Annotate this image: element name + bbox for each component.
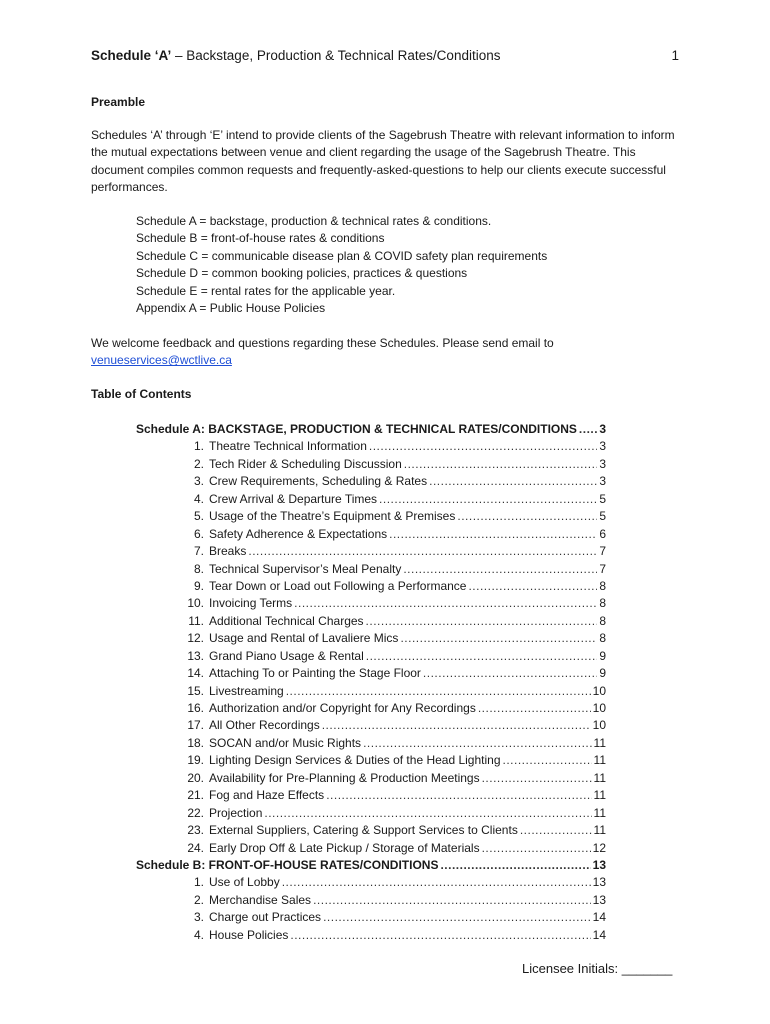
toc-entry-label: Attaching To or Painting the Stage Floor <box>209 666 421 681</box>
toc-dot-leader <box>290 927 590 944</box>
toc-page-number: 5 <box>599 491 606 506</box>
toc-page-number: 14 <box>592 910 606 925</box>
toc-entry[interactable] <box>136 700 606 717</box>
schedule-list-item: Schedule D = common booking policies, practices & questions <box>136 266 468 281</box>
toc-entry-label: All Other Recordings <box>209 718 320 733</box>
licensee-initials: Licensee Initials: _______ <box>522 961 673 976</box>
toc-entry-number: 3. <box>193 474 204 489</box>
toc-page-number: 11 <box>593 753 606 768</box>
toc-entry[interactable] <box>136 508 606 525</box>
table-of-contents <box>136 421 606 944</box>
preamble-intro: Schedules ‘A’ through ‘E’ intend to provide clients of the Sagebrush Theatre with relevant information to inform the mutual expectations between venue and client regarding the usage of the Sagebrush Theatre. This document compiles common requests and frequently-asked-questions to help our clients execute successful performances. <box>91 128 675 195</box>
toc-page-number: 10 <box>592 718 606 733</box>
toc-entry[interactable] <box>136 770 606 787</box>
toc-dot-leader <box>389 526 597 543</box>
toc-entry-label: Technical Supervisor’s Meal Penalty <box>209 561 402 576</box>
toc-entry[interactable] <box>136 805 606 822</box>
toc-dot-leader <box>403 561 597 578</box>
toc-entry-number: 3. <box>193 910 204 925</box>
toc-dot-leader <box>404 456 598 473</box>
page-header <box>91 48 679 63</box>
toc-dot-leader <box>520 822 592 839</box>
toc-entry[interactable] <box>136 752 606 769</box>
toc-entry-number: 5. <box>193 509 204 524</box>
toc-entry-label: Early Drop Off & Late Pickup / Storage of Materials <box>209 840 480 855</box>
toc-entry[interactable] <box>136 561 606 578</box>
page-number: 1 <box>671 48 679 63</box>
toc-dot-leader <box>468 578 597 595</box>
toc-entry-label: Authorization and/or Copyright for Any Recordings <box>209 701 476 715</box>
toc-page-number: 11 <box>593 770 606 785</box>
toc-entry-label: Lighting Design Services & Duties of the Head Lighting <box>209 753 501 768</box>
toc-page-number: 5 <box>599 509 606 524</box>
toc-entry[interactable] <box>136 927 606 944</box>
toc-page-number: 7 <box>599 561 606 576</box>
toc-entry[interactable] <box>136 892 606 909</box>
toc-page-number: 11 <box>593 788 606 803</box>
toc-dot-leader <box>478 700 591 717</box>
toc-entry-label: Usage of the Theatre’s Equipment & Premises <box>209 509 456 524</box>
toc-dot-leader <box>503 752 592 769</box>
toc-entry-label: SOCAN and/or Music Rights <box>209 735 362 750</box>
toc-entry-number: 11. <box>188 613 204 628</box>
toc-dot-leader <box>366 648 598 665</box>
toc-entry[interactable] <box>136 456 606 473</box>
toc-dot-leader <box>457 508 597 525</box>
toc-page-number: 3 <box>599 422 606 436</box>
toc-entry-number: 8. <box>193 561 204 576</box>
toc-dot-leader <box>482 770 592 787</box>
toc-entry[interactable] <box>136 717 606 734</box>
toc-entry-number: 13. <box>187 648 204 663</box>
toc-page-number: 10 <box>592 683 606 698</box>
toc-entry[interactable] <box>136 787 606 804</box>
toc-page-number: 14 <box>592 927 606 942</box>
toc-entry-label: Breaks <box>209 544 247 559</box>
toc-page-number: 12 <box>592 840 606 855</box>
toc-page-number: 8 <box>599 596 606 611</box>
schedule-list-item: Schedule E = rental rates for the applicable year. <box>136 283 396 298</box>
toc-entry-label: Tech Rider & Scheduling Discussion <box>209 456 402 471</box>
toc-entry-number: 17. <box>187 718 204 733</box>
toc-entry-label: Use of Lobby <box>209 875 280 890</box>
toc-dot-leader <box>400 630 597 647</box>
toc-entry[interactable] <box>136 840 606 857</box>
schedule-list-item: Schedule A = backstage, production & technical rates & conditions. <box>136 214 492 228</box>
toc-page-number: 6 <box>599 526 606 541</box>
toc-entry[interactable] <box>136 665 606 682</box>
toc-page-number: 7 <box>599 544 606 559</box>
toc-entry-label: Schedule A: BACKSTAGE, PRODUCTION & TECHNICAL RATES/CONDITIONS <box>136 422 577 436</box>
toc-entry[interactable] <box>136 630 606 647</box>
toc-dot-leader <box>482 840 591 857</box>
toc-entry[interactable] <box>136 543 606 560</box>
toc-dot-leader <box>248 543 597 560</box>
toc-entry[interactable] <box>136 822 606 839</box>
toc-entry-label: Usage and Rental of Lavaliere Mics <box>209 631 399 646</box>
toc-entry-label: House Policies <box>209 927 289 942</box>
toc-entry[interactable] <box>136 613 606 630</box>
toc-entry-schedule-b[interactable] <box>136 857 606 874</box>
toc-entry[interactable] <box>136 595 606 612</box>
toc-entry-number: 18. <box>187 735 204 750</box>
toc-entry-label: Crew Arrival & Departure Times <box>209 491 378 506</box>
toc-page-number: 11 <box>593 735 606 750</box>
toc-entry-number: 15. <box>187 683 204 698</box>
toc-page-number: 13 <box>592 892 606 907</box>
toc-entry-label: Crew Requirements, Scheduling & Rates <box>209 474 428 489</box>
schedule-list-item: Schedule B = front-of-house rates & conditions <box>136 231 385 246</box>
toc-entry-number: 6. <box>193 526 204 541</box>
toc-entry-number: 2. <box>193 892 204 907</box>
toc-entry-number: 21. <box>187 788 204 803</box>
toc-entry-label: Schedule B: FRONT-OF-HOUSE RATES/CONDITIONS <box>136 857 439 872</box>
toc-entry-label: Safety Adherence & Expectations <box>209 526 388 541</box>
toc-entry-label: Livestreaming <box>209 683 284 698</box>
toc-entry-number: 19. <box>187 753 204 768</box>
toc-dot-leader <box>369 438 597 455</box>
preamble-heading: Preamble <box>91 95 146 109</box>
schedule-list-item: Appendix A = Public House Policies <box>136 301 326 316</box>
feedback-text: We welcome feedback and questions regarding these Schedules. Please send email to <box>91 336 554 350</box>
toc-page-number: 8 <box>599 578 606 593</box>
toc-entry[interactable] <box>136 473 606 490</box>
toc-entry[interactable] <box>136 438 606 455</box>
toc-entry-schedule-a[interactable] <box>136 421 606 438</box>
toc-entry-number: 22. <box>187 805 204 820</box>
toc-dot-leader <box>366 613 598 630</box>
toc-page-number: 13 <box>592 875 606 890</box>
toc-entry-label: Fog and Haze Effects <box>209 788 325 803</box>
toc-entry-number: 7. <box>193 544 204 559</box>
toc-dot-leader <box>313 892 591 909</box>
toc-entry-number: 9. <box>193 578 204 593</box>
toc-dot-leader <box>286 683 591 700</box>
toc-entry[interactable] <box>136 909 606 926</box>
toc-page-number: 9 <box>599 666 606 681</box>
toc-entry-number: 16. <box>187 701 204 715</box>
toc-entry-label: Availability for Pre-Planning & Production Meetings <box>209 770 480 785</box>
toc-dot-leader <box>282 874 591 891</box>
header-title-rest: – Backstage, Production & Technical Rates/Conditions <box>171 48 501 63</box>
toc-dot-leader <box>264 805 591 822</box>
toc-page-number: 10 <box>592 701 606 715</box>
toc-entry[interactable] <box>136 735 606 752</box>
header-title <box>91 48 500 63</box>
toc-entry-number: 24. <box>187 840 204 855</box>
toc-entry[interactable] <box>136 683 606 700</box>
feedback-paragraph <box>91 335 681 370</box>
toc-entry-label: Invoicing Terms <box>209 596 293 611</box>
toc-entry[interactable] <box>136 526 606 543</box>
toc-entry-label: Grand Piano Usage & Rental <box>209 648 364 663</box>
toc-entry-number: 2. <box>193 456 204 471</box>
toc-entry[interactable] <box>136 874 606 891</box>
toc-entry-number: 1. <box>193 439 204 454</box>
toc-entry-label: Merchandise Sales <box>209 892 312 907</box>
toc-entry-number: 10. <box>187 596 204 611</box>
toc-dot-leader <box>429 473 597 490</box>
toc-entry-number: 12. <box>187 631 204 646</box>
email-link[interactable]: venueservices@wctlive.ca <box>91 353 232 368</box>
toc-dot-leader <box>579 421 597 438</box>
toc-dot-leader <box>363 735 591 752</box>
toc-dot-leader <box>323 909 591 926</box>
toc-dot-leader <box>379 491 597 508</box>
toc-dot-leader <box>294 595 597 612</box>
toc-page-number: 9 <box>599 648 606 663</box>
toc-entry-label: External Suppliers, Catering & Support Services to Clients <box>209 823 518 838</box>
toc-entry-label: Tear Down or Load out Following a Performance <box>209 578 467 593</box>
toc-heading: Table of Contents <box>91 387 192 401</box>
toc-entry[interactable] <box>136 648 606 665</box>
toc-entry-number: 20. <box>187 770 204 785</box>
toc-entry-label: Additional Technical Charges <box>209 613 364 628</box>
toc-entry-number: 14. <box>187 666 204 681</box>
toc-dot-leader <box>322 717 591 734</box>
toc-page-number: 8 <box>599 613 606 628</box>
toc-entry-number: 4. <box>193 927 204 942</box>
toc-page-number: 3 <box>599 474 606 489</box>
toc-entry-number: 4. <box>193 491 204 506</box>
toc-page-number: 8 <box>599 631 606 646</box>
header-title-bold: Schedule ‘A’ <box>91 48 172 63</box>
toc-page-number: 3 <box>599 439 606 454</box>
toc-entry-label: Projection <box>209 805 263 820</box>
toc-dot-leader <box>440 857 590 874</box>
toc-page-number: 3 <box>599 456 606 471</box>
toc-dot-leader <box>423 665 597 682</box>
toc-dot-leader <box>326 787 591 804</box>
schedule-list-item: Schedule C = communicable disease plan & COVID safety plan requirements <box>136 248 548 263</box>
toc-page-number: 11 <box>593 805 606 820</box>
toc-entry[interactable] <box>136 578 606 595</box>
toc-entry-label: Charge out Practices <box>209 910 322 925</box>
schedule-list <box>136 213 547 317</box>
toc-page-number: 11 <box>593 823 606 838</box>
toc-entry[interactable] <box>136 491 606 508</box>
toc-entry-number: 23. <box>187 823 204 838</box>
toc-page-number: 13 <box>592 857 606 872</box>
toc-entry-label: Theatre Technical Information <box>209 439 367 454</box>
toc-entry-number: 1. <box>193 875 204 890</box>
